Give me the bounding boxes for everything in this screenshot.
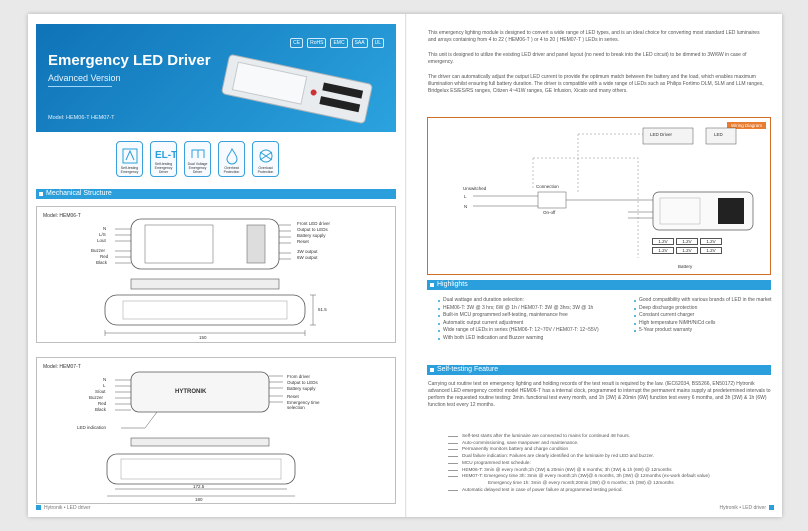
hem06-diagram-box <box>36 206 396 343</box>
hem07-left-black: Black <box>95 407 107 412</box>
hem06-label-reset: Reset <box>297 239 309 244</box>
battery-cell: 1.2V <box>700 247 722 254</box>
footer-right-text: Hytronik • LED driver <box>719 505 766 511</box>
battery-cell: 1.2V <box>700 238 722 245</box>
hem06-dim-height: 51.5 <box>318 307 327 312</box>
hem06-left-ls: L/S <box>99 232 106 237</box>
feature-label: Self-testing Emergency Driver <box>154 162 173 174</box>
selftest-heading: Self-testing Feature <box>427 365 771 375</box>
battery-cell: 1.2V <box>676 247 698 254</box>
footer-square <box>769 505 774 510</box>
list-item: Auto-commissioning, save manpower and maintenance. <box>448 440 778 447</box>
hem06-left-red: Red <box>100 254 109 259</box>
dual-voltage-icon <box>190 146 206 160</box>
list-item: 5-Year product warranty <box>634 327 772 335</box>
brochure-spread <box>28 14 782 517</box>
hem06-left-black: Black <box>96 260 108 265</box>
hem07-label-emergency-time: Emergency time selection <box>287 400 320 410</box>
cert-row <box>290 38 384 48</box>
list-item: HEM06-T: 3min @ every month;1h (3W) & 20min (6W) @ 6 months; 3h (3W) & 1h (6W) @ 12months <box>448 467 778 474</box>
feature-dual-voltage <box>184 141 211 177</box>
saa-mark: SAA <box>352 38 368 48</box>
mechanical-heading: Mechanical Structure <box>36 189 396 199</box>
hem06-dim-width: 150 <box>199 335 207 340</box>
intro-paragraph-3: The driver can automatically adjust the output LED current to provide the optimum match between the battery and the load, which enables maximum illumination whilst ensuring full battery duration. The driver is compatible with a wide range of LEDs such as Philips Fortimo DLM, SLM and LLM ranges, Bridgelux ES/ES/RS ranges, Citizen 4~41W ranges, GE Infusion, Xicato and many others. <box>428 74 764 94</box>
list-item: High temperature NiMH/NiCd cells <box>634 320 772 328</box>
flame-icon <box>225 148 239 164</box>
hem07-dim-inner: 172.5 <box>193 484 205 489</box>
hem07-left-n: N <box>103 377 107 382</box>
hem07-dim-outer: 180 <box>195 497 203 502</box>
hem07-label-output: Output to LEDs <box>287 380 318 385</box>
footer-right <box>720 505 774 511</box>
hem07-diagram-box <box>36 357 396 504</box>
wiring-led-driver: LED Driver <box>650 132 673 137</box>
feature-overload <box>252 141 279 177</box>
battery-cell: 1.2V <box>652 247 674 254</box>
wiring-unswitched: Unswitched <box>463 186 487 191</box>
battery-cell: 1.2V <box>652 238 674 245</box>
hero-subtitle: Advanced Version <box>48 73 121 83</box>
list-item: Emergency time 1h: 3min @ every month;20min (3W) @ 6 months; 1h (3W) @ 12months <box>488 479 674 485</box>
list-item: Built-in MCU programmed self-testing, maintenance free <box>438 312 628 320</box>
el-t-icon <box>154 148 177 161</box>
rohs-mark: RoHS <box>307 38 326 48</box>
list-item: Wide range of LEDs in series (HEM06-T: 12~70V / HEM07-T: 12~55V) <box>438 327 628 335</box>
hem06-left-n: N <box>103 226 107 231</box>
emergency-icon <box>122 148 138 164</box>
hem07-left-red: Red <box>98 401 107 406</box>
battery-pack <box>652 238 722 254</box>
list-item: Dual wattage and duration selection: <box>438 297 628 305</box>
hem07-left-buzzer: Buzzer <box>89 395 104 400</box>
hem07-left-sout: S/out <box>95 389 106 394</box>
feature-label: Self-testing Emergency <box>120 166 139 174</box>
hem07-left-l: L <box>103 383 106 388</box>
hem06-label-from-driver: Front LED driver <box>297 221 331 226</box>
hem07-label-battery: Battery supply <box>287 386 316 391</box>
footer-square <box>36 505 41 510</box>
product-photo <box>217 44 376 134</box>
intro-paragraph-2: This unit is designed to utilize the existing LED driver and panel layout (no need to break into the LED circuit) to be dimmed to 3W/6W in case of emergency. <box>428 52 747 65</box>
feature-icons <box>116 141 279 177</box>
hem06-left-lout: Lout <box>97 238 106 243</box>
list-item: Automatic delayed test in case of power failure at programmed testing period. <box>448 487 778 494</box>
hero-divider <box>48 86 112 87</box>
wiring-l: L <box>464 194 467 199</box>
selftest-list <box>448 433 778 493</box>
hem07-drawing <box>37 358 397 505</box>
svg-text:EL-T: EL-T <box>154 150 177 161</box>
hem06-model-label: Model: HEM06-T <box>43 213 81 219</box>
wiring-battery: Battery <box>678 264 693 269</box>
feature-label: Overheat Protection <box>223 166 240 174</box>
hem06-drawing <box>37 207 397 344</box>
selftest-paragraph: Carrying out routine test on emergency lighting and holding records of the test result is required by the law. (IEC62034, BS5266, EN50172) Hytronik advanced LED emergency control model HEM06-T has a internal clock, programmed to interrupt the permanent mains supply at predetermined intervals to perform the requested routine testing: 3min. functional test every month, and 1h (3W) & 20min (6W) function test every 6 months, and 3h (3W) & 1h (6W) function test every 12 months. <box>428 381 771 408</box>
feature-overheat <box>218 141 245 177</box>
hem06-left-buzzer: Buzzer <box>91 248 106 253</box>
hem07-label-from-driver: From driver <box>287 374 311 379</box>
emc-mark: EMC <box>330 38 347 48</box>
hem07-led-indication: LED indication <box>77 425 107 430</box>
list-item: Dual failure indication: Failures are clearly identified on the luminaire by red LED and buzzer. <box>448 453 778 460</box>
highlights-heading: Highlights <box>427 280 771 290</box>
list-item: MCU programmed test schedule: <box>448 460 778 467</box>
footer-left <box>36 505 90 511</box>
highlights-left <box>438 297 628 342</box>
hem07-model-label: Model: HEM07-T <box>43 364 81 370</box>
wiring-n: N <box>464 204 468 209</box>
battery-cell: 1.2V <box>676 238 698 245</box>
ce-mark: CE <box>290 38 303 48</box>
feature-self-test-emergency <box>116 141 143 177</box>
intro-paragraph-1: This emergency lighting module is designed to convert a wide range of LED types, and is an ideal choice for converting most standard LED luminaires and arrays containing from 4 to 22 ( HEM06-T ) or 4 to 20 ( HEM07-T ) LEDs in series. <box>428 30 760 43</box>
wiring-onoff: On-off <box>543 210 556 215</box>
hero-model: Model: HEM06-T HEM07-T <box>48 115 115 121</box>
hero-title: Emergency LED Driver <box>48 52 211 69</box>
wiring-tag: Wiring Diagram <box>727 122 766 129</box>
feature-label: Dual Voltage Emergency Driver <box>187 162 208 174</box>
hem06-label-output: Output to LEDs <box>297 227 328 232</box>
list-item: With both LED indication and Buzzer warning <box>438 335 628 343</box>
feature-el-t <box>150 141 177 177</box>
list-item: Deep discharge protection <box>634 305 772 313</box>
hem06-label-6w: 6W output <box>297 255 318 260</box>
footer-left-text: Hytronik • LED driver <box>44 505 91 511</box>
highlights-right <box>634 297 772 335</box>
hem06-label-battery: Battery supply <box>297 233 326 238</box>
list-item: Permanently monitors battery and charge condition <box>448 446 778 453</box>
case-brand: HYTRONIK <box>175 389 207 395</box>
wiring-led: LED <box>714 132 723 137</box>
hero-banner <box>36 24 396 132</box>
list-item: Constant current charger <box>634 312 772 320</box>
hem06-label-3w: 3W output <box>297 249 318 254</box>
ul-mark: UL <box>372 38 384 48</box>
hem07-label-reset: Reset <box>287 394 299 399</box>
list-item: Self-test starts after the luminaire are connected to mains for continued 48 hours. <box>448 433 778 440</box>
feature-label: Overload Protection <box>257 166 274 174</box>
list-item: Good compatibility with various brands of LED in the market <box>634 297 772 305</box>
list-item: HEM07-T: Emergency time 3h: 3min @ every month;1h (3W)@ 6 months, 3h (3W) @ 12months (ex-work default value) <box>448 473 778 480</box>
wiring-diagram <box>427 117 771 275</box>
list-item: Automatic output current adjustment <box>438 320 628 328</box>
overload-icon <box>258 148 274 164</box>
list-item: HEM06-T: 3W @ 3 hrs; 6W @ 1h / HEM07-T: 3W @ 3hrs; 3W @ 1h <box>438 305 628 313</box>
wiring-connection: Connection <box>536 184 559 189</box>
page-fold <box>405 14 407 517</box>
